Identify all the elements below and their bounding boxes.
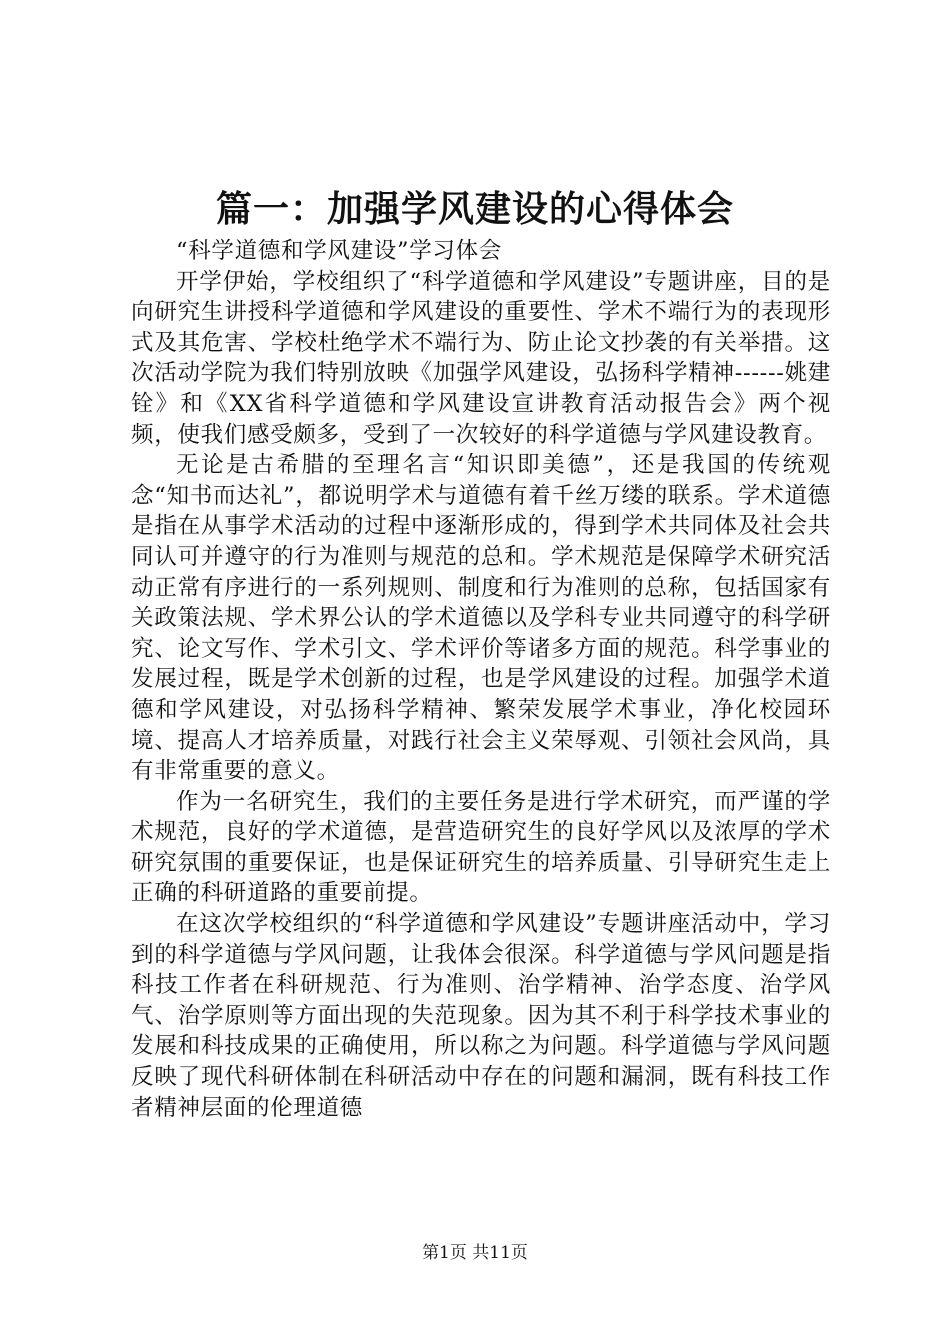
- page-footer: 第1页 共11页: [422, 1243, 528, 1263]
- document-title: 篇一：加强学风建设的心得体会: [215, 188, 734, 230]
- document-body: [131, 236, 831, 1123]
- body-paragraph-4: 在这次学校组织的“科学道德和学风建设”专题讲座活动中，学习到的科学道德与学风问题，让我体会很深。科学道德与学风问题是指科技工作者在科研规范、行为准则、治学精神、治学态度、治学风气、治学原则等方面出现的失范现象。因为其不利于科学技术事业的发展和科技成果的正确使用，所以称之为问题。科学道德与学风问题反映了现代科研体制在科研活动中存在的问题和漏洞，既有科技工作者精神层面的伦理道德: [131, 911, 831, 1121]
- body-paragraph-3: 作为一名研究生，我们的主要任务是进行学术研究，而严谨的学术规范，良好的学术道德，是营造研究生的良好学风以及浓厚的学术研究氛围的重要保证，也是保证研究生的培养质量、引导研究生走上正确的科研道路的重要前提。: [131, 788, 831, 907]
- body-paragraph-1: 开学伊始，学校组织了“科学道德和学风建设”专题讲座，目的是向研究生讲授科学道德和学风建设的重要性、学术不端行为的表现形式及其危害、学校杜绝学术不端行为、防止论文抄袭的有关举措。这次活动学院为我们特别放映《加强学风建设，弘扬科学精神------姚建铨》和《XX省科学道德和学风建设宣讲教育活动报告会》两个视频，使我们感受颇多，受到了一次较好的科学道德与学风建设教育。: [131, 268, 831, 448]
- subtitle-paragraph: “科学道德和学风建设”学习体会: [176, 238, 503, 264]
- body-paragraph-2: 无论是古希腊的至理名言“知识即美德”，还是我国的传统观念“知书而达礼”，都说明学术与道德有着千丝万缕的联系。学术道德是指在从事学术活动的过程中逐渐形成的，得到学术共同体及社会共同认可并遵守的行为准则与规范的总和。学术规范是保障学术研究活动正常有序进行的一系列规则、制度和行为准则的总称，包括国家有关政策法规、学术界公认的学术道德以及学科专业共同遵守的科学研究、论文写作、学术引文、学术评价等诸多方面的规范。科学事业的发展过程，既是学术创新的过程，也是学风建设的过程。加强学术道德和学风建设，对弘扬科学精神、繁荣发展学术事业，净化校园环境、提高人才培养质量，对践行社会主义荣辱观、引领社会风尚，具有非常重要的意义。: [131, 452, 831, 785]
